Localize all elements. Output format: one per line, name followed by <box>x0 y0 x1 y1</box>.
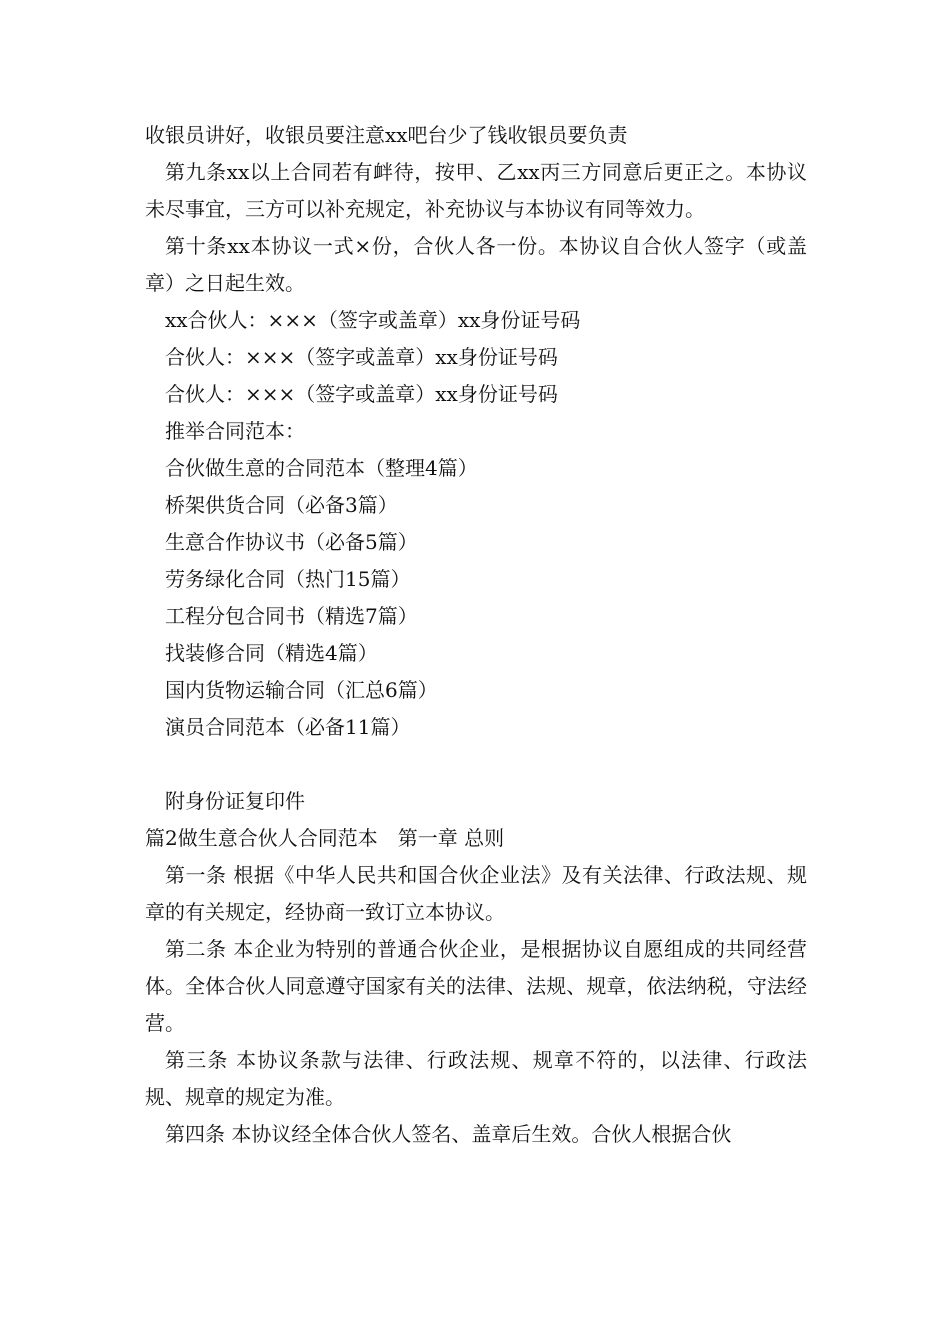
recommended-template-item: 演员合同范本（必备11篇） <box>165 715 411 739</box>
paragraph-article-4: 第四条 本协议经全体合伙人签名、盖章后生效。合伙人根据合伙 <box>165 1122 732 1146</box>
recommended-template-item: 劳务绿化合同（热门15篇） <box>165 567 411 591</box>
paragraph-cashier-note: 收银员讲好，收银员要注意xx吧台少了钱收银员要负责 <box>145 123 628 147</box>
document-body <box>145 117 807 1153</box>
paragraph-article-1: 第一条 根据《中华人民共和国合伙企业法》及有关法律、行政法规、规章的有关规定，经协商一致订立本协议。 <box>145 863 807 924</box>
signature-line-partner-2: 合伙人：×××（签字或盖章）xx身份证号码 <box>165 345 558 369</box>
recommended-template-item: 生意合作协议书（必备5篇） <box>165 530 418 554</box>
section-heading-part-2: 篇2做生意合伙人合同范本 第一章 总则 <box>145 826 505 850</box>
recommended-template-item: 工程分包合同书（精选7篇） <box>165 604 418 628</box>
paragraph-article-9: 第九条xx以上合同若有衅待，按甲、乙xx丙三方同意后更正之。本协议未尽事宜，三方可以补充规定，补充协议与本协议有同等效力。 <box>145 160 807 221</box>
attachment-note: 附身份证复印件 <box>165 789 305 813</box>
recommended-template-item: 国内货物运输合同（汇总6篇） <box>165 678 438 702</box>
signature-line-partner-3: 合伙人：×××（签字或盖章）xx身份证号码 <box>165 382 558 406</box>
paragraph-article-10: 第十条xx本协议一式×份，合伙人各一份。本协议自合伙人签字（或盖章）之日起生效。 <box>145 234 807 295</box>
recommended-template-item: 桥架供货合同（必备3篇） <box>165 493 398 517</box>
blank-line <box>145 746 807 783</box>
paragraph-article-2: 第二条 本企业为特别的普通合伙企业，是根据协议自愿组成的共同经营体。全体合伙人同意遵守国家有关的法律、法规、规章，依法纳税，守法经营。 <box>145 937 807 1035</box>
recommended-template-item: 找装修合同（精选4篇） <box>165 641 378 665</box>
recommended-templates-heading: 推举合同范本： <box>165 419 305 443</box>
paragraph-article-3: 第三条 本协议条款与法律、行政法规、规章不符的，以法律、行政法规、规章的规定为准。 <box>145 1048 807 1109</box>
signature-line-partner-1: xx合伙人：×××（签字或盖章）xx身份证号码 <box>165 308 581 332</box>
recommended-template-item: 合伙做生意的合同范本（整理4篇） <box>165 456 478 480</box>
